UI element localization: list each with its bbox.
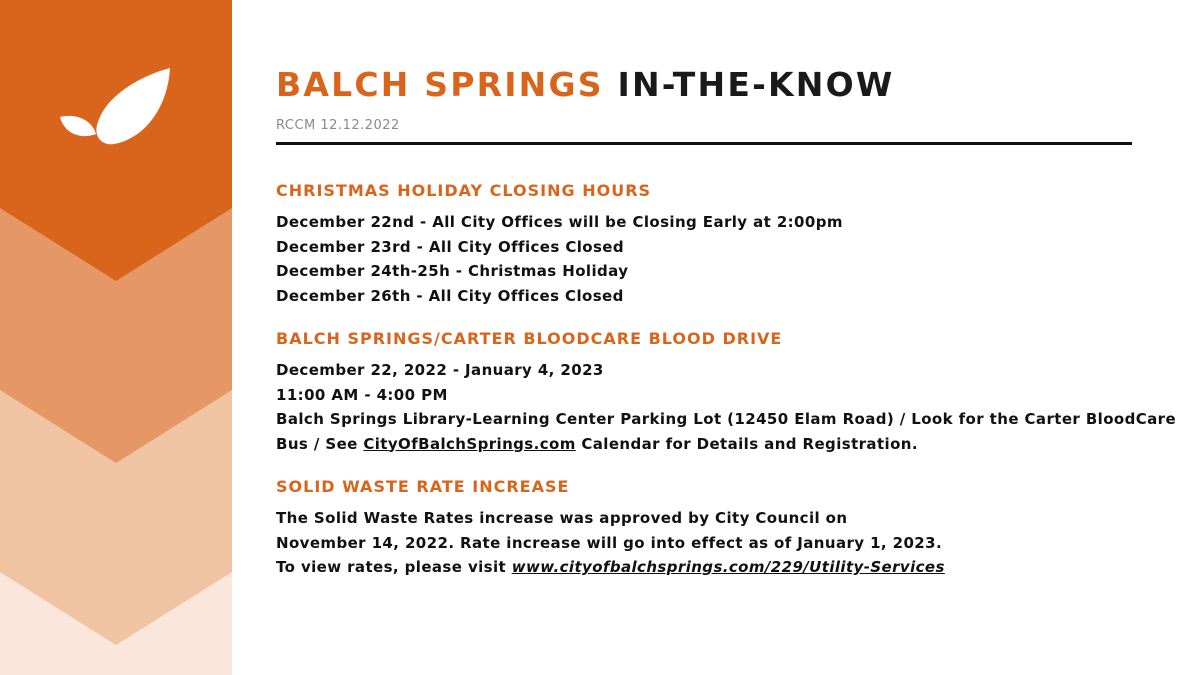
section-heading-holiday-hours: CHRISTMAS HOLIDAY CLOSING HOURS — [276, 181, 652, 200]
section-body-blood-drive — [276, 358, 1177, 456]
list-item: December 23rd - All City Offices Closed — [276, 237, 625, 256]
title-rest: IN-THE-KNOW — [617, 65, 895, 104]
list-item: December 24th-25h - Christmas Holiday — [276, 262, 629, 280]
list-item: Balch Springs Library-Learning Center Parking Lot (12450 Elam Road) / Look for the Carter BloodCare — [276, 410, 1177, 428]
section-body-holiday-hours — [276, 210, 1136, 308]
list-item: December 22nd - All City Offices will be Closing Early at 2:00pm — [276, 213, 843, 231]
list-item — [276, 432, 1136, 457]
list-item — [276, 555, 1136, 580]
page-title — [276, 63, 894, 107]
list-item: December 22, 2022 - January 4, 2023 — [276, 361, 604, 379]
line-suffix: Calendar for Details and Registration. — [575, 434, 918, 453]
decorative-chevron-panel — [0, 0, 232, 675]
city-website-link[interactable]: CityOfBalchSprings.com — [363, 434, 576, 453]
list-item: 11:00 AM - 4:00 PM — [276, 385, 448, 404]
section-body-solid-waste — [276, 506, 1136, 580]
title-accent: BALCH SPRINGS — [276, 65, 604, 104]
section-heading-blood-drive: BALCH SPRINGS/CARTER BLOODCARE BLOOD DRIVE — [276, 329, 783, 348]
section-heading-solid-waste: SOLID WASTE RATE INCREASE — [276, 477, 570, 496]
list-item: The Solid Waste Rates increase was approved by City Council on — [276, 509, 848, 527]
meeting-date-subtitle: RCCM 12.12.2022 — [276, 118, 400, 133]
header-divider — [276, 142, 1132, 145]
utility-services-link[interactable]: www.cityofbalchsprings.com/229/Utility-Services — [511, 558, 945, 576]
line-prefix: To view rates, please visit — [276, 558, 512, 576]
main-content — [276, 0, 1177, 675]
line-prefix: Bus / See — [276, 434, 364, 453]
list-item: November 14, 2022. Rate increase will go into effect as of January 1, 2023. — [276, 533, 943, 552]
list-item: December 26th - All City Offices Closed — [276, 286, 624, 305]
